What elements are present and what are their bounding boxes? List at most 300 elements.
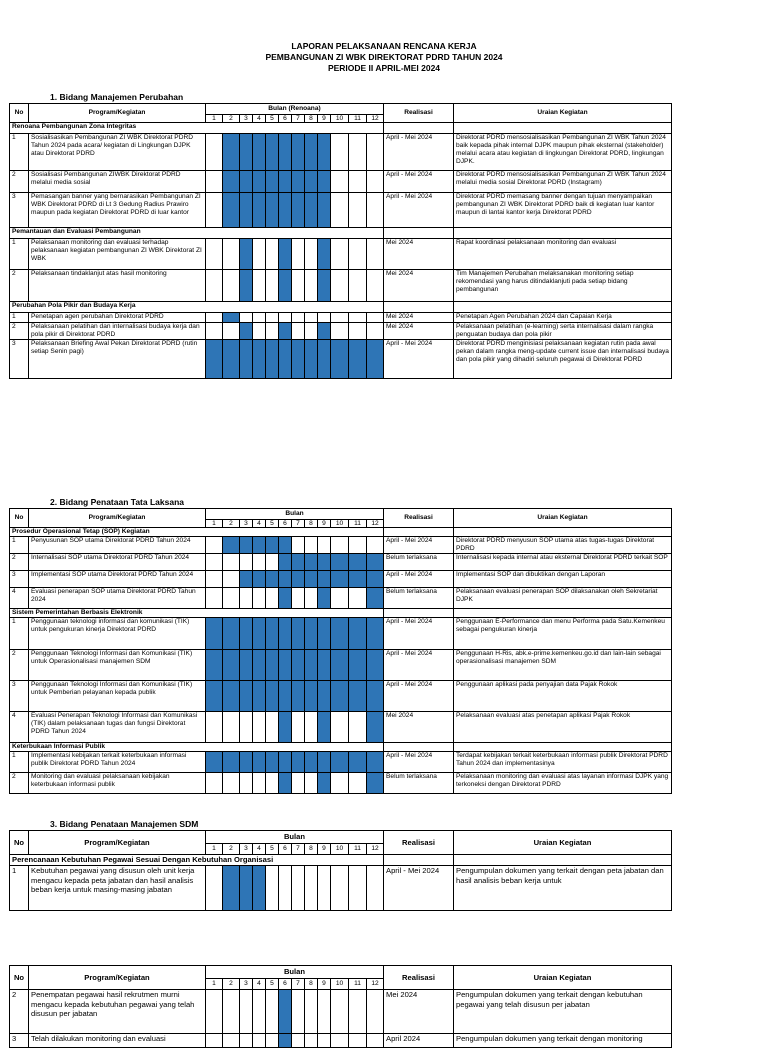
month-cell-filled [279, 323, 292, 340]
month-cell [206, 1034, 223, 1048]
month-cell [305, 313, 318, 323]
month-cell [331, 537, 349, 554]
header-realisasi: Realisasi [384, 104, 454, 123]
month-cell [223, 239, 240, 270]
month-cell [292, 537, 305, 554]
month-cell-filled [223, 134, 240, 171]
group-title: Pemantauan dan Evaluasi Pembangunan [10, 228, 384, 239]
month-header: 10 [331, 979, 349, 990]
month-cell [253, 239, 266, 270]
group-uraian-cell [454, 302, 672, 313]
month-cell [253, 270, 266, 302]
header-uraian: Uraian Kegiatan [454, 966, 672, 990]
row-no: 1 [10, 313, 29, 323]
group-uraian-cell [454, 123, 672, 134]
month-cell-filled [279, 681, 292, 712]
month-cell [349, 773, 367, 794]
row-no: 2 [10, 171, 29, 193]
month-cell [331, 1034, 349, 1048]
month-cell [331, 270, 349, 302]
row-no: 3 [10, 1034, 29, 1048]
group-row [10, 609, 672, 618]
group-uraian-cell [454, 528, 672, 537]
month-cell [240, 313, 253, 323]
month-cell-filled [292, 340, 305, 379]
month-cell [240, 1034, 253, 1048]
month-cell [305, 990, 318, 1034]
row-program: Penempatan pegawai hasil rekrutmen murni mengacu kepada kebutuhan pegawai yang telah disusun per jabatan [29, 990, 206, 1034]
month-header: 5 [266, 115, 279, 123]
month-cell [349, 193, 367, 228]
row-uraian: Pengumpulan dokumen yang terkait dengan kebutuhan pegawai yang telah disusun per jabatan [454, 990, 672, 1034]
month-cell-filled [240, 239, 253, 270]
month-cell [305, 1034, 318, 1048]
month-cell-filled [367, 773, 384, 794]
month-cell-filled [240, 193, 253, 228]
month-header: 11 [349, 979, 367, 990]
month-cell-filled [305, 554, 318, 571]
row-program: Pelaksanaan monitoring dan evaluasi terhadap pelaksanaan kegiatan pembangunan ZI WBK Direktorat ZI WBK [29, 239, 206, 270]
month-cell-filled [279, 537, 292, 554]
month-cell [266, 323, 279, 340]
month-cell-filled [240, 340, 253, 379]
month-cell-filled [240, 270, 253, 302]
group-uraian-cell [454, 855, 672, 866]
month-cell-filled [331, 340, 349, 379]
month-cell-filled [240, 537, 253, 554]
month-cell-filled [253, 340, 266, 379]
month-header: 6 [279, 979, 292, 990]
month-cell-filled [279, 193, 292, 228]
row-program: Pemasangan banner yang bernarasikan Pembangunan ZI WBK Direktorat PDRD di Lt 3 Gedung Radius Prawiro maupun pada kegiatan Direktorat PDRD di luar kantor [29, 193, 206, 228]
month-cell-filled [223, 681, 240, 712]
group-realisasi-cell [384, 528, 454, 537]
table-row [10, 681, 672, 712]
month-cell-filled [367, 650, 384, 681]
row-program: Penggunaan Teknologi Informasi dan Komunikasi (TIK) untuk Operasionalisasi manajemen SDM [29, 650, 206, 681]
table-row [10, 571, 672, 588]
month-cell [223, 270, 240, 302]
month-cell-filled [367, 571, 384, 588]
month-cell [318, 313, 331, 323]
table-row [10, 712, 672, 743]
header-no: No [10, 831, 29, 855]
month-cell [331, 134, 349, 171]
group-title: Perubahan Pola Pikir dan Budaya Kerja [10, 302, 384, 313]
month-cell-filled [266, 193, 279, 228]
month-cell-filled [318, 650, 331, 681]
row-uraian: Pelaksanaan monitoring dan evaluasi atas layanan informasi DJPK yang terkoneksi dengan Direktorat PDRD [454, 773, 672, 794]
month-header: 2 [223, 520, 240, 528]
month-cell-filled [367, 340, 384, 379]
month-cell-filled [206, 752, 223, 773]
month-cell-filled [253, 134, 266, 171]
row-no: 3 [10, 681, 29, 712]
month-cell-filled [318, 712, 331, 743]
month-cell [331, 323, 349, 340]
month-cell-filled [240, 752, 253, 773]
month-header: 4 [253, 979, 266, 990]
month-header: 11 [349, 844, 367, 855]
month-cell-filled [266, 618, 279, 650]
month-cell-filled [279, 752, 292, 773]
month-cell-filled [305, 681, 318, 712]
month-cell [318, 537, 331, 554]
month-cell [305, 588, 318, 609]
month-cell [266, 313, 279, 323]
month-header: 6 [279, 115, 292, 123]
group-title: Renoana Pembangunan Zona Integritas [10, 123, 384, 134]
month-cell [331, 712, 349, 743]
table-row [10, 1034, 672, 1048]
row-realisasi: Belum terlaksana [384, 554, 454, 571]
month-cell-filled [240, 681, 253, 712]
month-header: 8 [305, 115, 318, 123]
month-cell [305, 866, 318, 911]
month-header: 6 [279, 520, 292, 528]
month-cell [253, 712, 266, 743]
month-cell [349, 323, 367, 340]
month-header: 5 [266, 844, 279, 855]
month-cell-filled [223, 618, 240, 650]
row-uraian: Rapat koordinasi pelaksanaan monitoring dan evaluasi [454, 239, 672, 270]
table-row [10, 340, 672, 379]
workplan-table-2 [9, 508, 672, 794]
month-cell-filled [253, 681, 266, 712]
month-cell [223, 588, 240, 609]
row-program: Penggunaan teknologi informasi dan komunikasi (TIK) untuk pengukuran kinerja Direktorat PDRD [29, 618, 206, 650]
month-cell-filled [305, 752, 318, 773]
month-cell [292, 239, 305, 270]
table-row [10, 773, 672, 794]
month-cell-filled [279, 239, 292, 270]
month-header: 4 [253, 115, 266, 123]
month-cell-filled [292, 554, 305, 571]
month-header: 5 [266, 979, 279, 990]
row-program: Sosialisasi Pembangunan ZIWBK Direktorat PDRD melalui media sosial [29, 171, 206, 193]
month-cell [349, 1034, 367, 1048]
report-title-line2: PEMBANGUNAN ZI WBK DIREKTORAT PDRD TAHUN 2024 [265, 52, 503, 62]
month-header: 3 [240, 844, 253, 855]
month-header: 2 [223, 844, 240, 855]
month-cell [266, 773, 279, 794]
month-cell-filled [367, 588, 384, 609]
month-cell-filled [240, 134, 253, 171]
row-program: Penggunaan Teknologi Informasi dan Komunikasi (TIK) untuk Pemberian pelayanan kepada publik [29, 681, 206, 712]
month-cell [305, 537, 318, 554]
month-header: 8 [305, 844, 318, 855]
month-cell [266, 866, 279, 911]
section-title-2: 2. Bidang Penataan Tata Laksana [50, 497, 184, 507]
month-cell [331, 866, 349, 911]
header-program: Program/Kegiatan [29, 509, 206, 528]
month-cell-filled [240, 866, 253, 911]
row-uraian: Penggunaan E-Performance dan menu Performa pada Satu.Kemenkeu sebagai pengukuran kinerja [454, 618, 672, 650]
row-uraian: Pengumpulan dokumen yang terkait dengan peta jabatan dan hasil analisis beban kerja untuk [454, 866, 672, 911]
month-cell [292, 323, 305, 340]
row-realisasi: April - Mei 2024 [384, 571, 454, 588]
row-program: Implementasi SOP utama Direktorat PDRD Tahun 2024 [29, 571, 206, 588]
month-cell [253, 588, 266, 609]
row-program: Monitoring dan evaluasi pelaksanaan kebijakan keterbukaan informasi publik [29, 773, 206, 794]
month-cell [240, 712, 253, 743]
month-cell-filled [240, 650, 253, 681]
group-row [10, 228, 672, 239]
month-cell [253, 990, 266, 1034]
month-cell-filled [367, 618, 384, 650]
month-cell-filled [318, 773, 331, 794]
month-cell-filled [292, 752, 305, 773]
group-row [10, 123, 672, 134]
header-bulan: Bulan [206, 831, 384, 844]
month-cell-filled [318, 270, 331, 302]
header-uraian: Uraian Kegiatan [454, 104, 672, 123]
table-row [10, 554, 672, 571]
table-header-row [10, 831, 672, 844]
month-cell [305, 712, 318, 743]
month-cell [266, 270, 279, 302]
month-cell-filled [318, 618, 331, 650]
month-cell [305, 773, 318, 794]
month-cell [266, 990, 279, 1034]
month-cell-filled [279, 618, 292, 650]
month-cell [266, 554, 279, 571]
group-uraian-cell [454, 609, 672, 618]
month-cell [253, 323, 266, 340]
month-cell-filled [318, 134, 331, 171]
row-no: 3 [10, 571, 29, 588]
month-cell-filled [331, 618, 349, 650]
month-cell [253, 773, 266, 794]
row-no: 3 [10, 340, 29, 379]
month-cell [349, 134, 367, 171]
month-cell-filled [279, 571, 292, 588]
month-cell-filled [318, 340, 331, 379]
month-cell-filled [206, 681, 223, 712]
group-realisasi-cell [384, 123, 454, 134]
month-cell [223, 323, 240, 340]
table-row [10, 752, 672, 773]
month-cell [367, 171, 384, 193]
month-cell [266, 588, 279, 609]
month-cell [349, 588, 367, 609]
month-header: 10 [331, 115, 349, 123]
month-cell-filled [305, 571, 318, 588]
row-uraian: Terdapat kebijakan terkait keterbukaan informasi publik Direktorat PDRD Tahun 2024 dan implementasinya [454, 752, 672, 773]
month-cell-filled [253, 866, 266, 911]
month-cell [367, 313, 384, 323]
month-cell-filled [279, 650, 292, 681]
month-cell-filled [206, 340, 223, 379]
month-header: 4 [253, 844, 266, 855]
month-cell [292, 588, 305, 609]
month-cell-filled [223, 752, 240, 773]
month-cell [292, 313, 305, 323]
header-program: Program/Kegiatan [29, 966, 206, 990]
workplan-table-4 [9, 965, 672, 1048]
table-row [10, 171, 672, 193]
month-cell-filled [253, 571, 266, 588]
row-realisasi: April - Mei 2024 [384, 650, 454, 681]
month-header: 11 [349, 520, 367, 528]
group-realisasi-cell [384, 609, 454, 618]
month-cell-filled [349, 681, 367, 712]
month-cell-filled [331, 681, 349, 712]
row-realisasi: Mei 2024 [384, 323, 454, 340]
row-no: 2 [10, 323, 29, 340]
group-uraian-cell [454, 743, 672, 752]
month-cell-filled [253, 618, 266, 650]
header-program: Program/Kegiatan [29, 104, 206, 123]
month-cell-filled [292, 193, 305, 228]
row-no: 2 [10, 773, 29, 794]
month-cell-filled [318, 752, 331, 773]
month-cell-filled [266, 134, 279, 171]
row-no: 1 [10, 134, 29, 171]
month-cell [206, 193, 223, 228]
month-cell [331, 313, 349, 323]
table-row [10, 134, 672, 171]
month-header: 3 [240, 520, 253, 528]
month-cell [367, 323, 384, 340]
month-cell [367, 537, 384, 554]
row-program: Internalisasi SOP utama Direktorat PDRD Tahun 2024 [29, 554, 206, 571]
month-cell-filled [318, 323, 331, 340]
row-realisasi: April 2024 [384, 1034, 454, 1048]
month-cell-filled [279, 270, 292, 302]
row-realisasi: April - Mei 2024 [384, 171, 454, 193]
row-realisasi: April - Mei 2024 [384, 340, 454, 379]
table-row [10, 323, 672, 340]
month-cell-filled [318, 193, 331, 228]
month-cell [253, 313, 266, 323]
month-cell [331, 239, 349, 270]
month-header: 7 [292, 844, 305, 855]
month-header: 3 [240, 979, 253, 990]
row-program: Kebutuhan pegawai yang disusun oleh unit kerja mengacu kepada peta jabatan dan hasil analisis beban kerja untuk masing-masing jabatan [29, 866, 206, 911]
month-cell-filled [279, 340, 292, 379]
row-realisasi: April - Mei 2024 [384, 134, 454, 171]
month-cell-filled [240, 171, 253, 193]
row-uraian: Pengumpulan dokumen yang terkait dengan monitoring [454, 1034, 672, 1048]
month-cell [292, 1034, 305, 1048]
month-cell [279, 866, 292, 911]
month-cell-filled [318, 588, 331, 609]
group-uraian-cell [454, 228, 672, 239]
month-cell [223, 1034, 240, 1048]
month-header: 1 [206, 844, 223, 855]
row-realisasi: April - Mei 2024 [384, 681, 454, 712]
group-row [10, 743, 672, 752]
month-header: 3 [240, 115, 253, 123]
row-program: Penyusunan SOP utama Direktorat PDRD Tahun 2024 [29, 537, 206, 554]
group-realisasi-cell [384, 228, 454, 239]
month-cell [240, 554, 253, 571]
row-uraian: Implementasi SOP dan dibuktikan dengan Laporan [454, 571, 672, 588]
row-realisasi: April - Mei 2024 [384, 193, 454, 228]
month-cell [206, 239, 223, 270]
month-cell-filled [349, 554, 367, 571]
month-cell-filled [318, 171, 331, 193]
month-cell-filled [266, 571, 279, 588]
table-row [10, 990, 672, 1034]
month-cell [223, 554, 240, 571]
month-header: 4 [253, 520, 266, 528]
month-header: 2 [223, 115, 240, 123]
month-cell-filled [318, 571, 331, 588]
month-cell [253, 1034, 266, 1048]
month-header: 5 [266, 520, 279, 528]
row-no: 1 [10, 618, 29, 650]
row-uraian: Tim Manajemen Perubahan melaksanakan monitoring setiap rekomendasi yang harus ditindaklanjuti pada setiap bidang pembangunan [454, 270, 672, 302]
row-realisasi: Belum terlaksana [384, 773, 454, 794]
month-cell [206, 990, 223, 1034]
month-cell [367, 990, 384, 1034]
month-cell [318, 866, 331, 911]
month-cell-filled [223, 171, 240, 193]
row-uraian: Penetapan Agen Perubahan 2024 dan Capaian Kerja [454, 313, 672, 323]
month-cell-filled [305, 618, 318, 650]
row-no: 1 [10, 752, 29, 773]
row-program: Evaluasi penerapan SOP utama Direktorat PDRD Tahun 2024 [29, 588, 206, 609]
month-cell-filled [367, 752, 384, 773]
report-title-line1: LAPORAN PELAKSANAAN RENCANA KERJA [291, 41, 477, 51]
report-title [0, 41, 768, 74]
month-cell [349, 239, 367, 270]
header-uraian: Uraian Kegiatan [454, 831, 672, 855]
month-cell [331, 990, 349, 1034]
month-cell-filled [367, 554, 384, 571]
row-program: Pelaksanaan Briefing Awal Pekan Direktorat PDRD (rutin setiap Senin pagi) [29, 340, 206, 379]
month-cell [367, 1034, 384, 1048]
row-realisasi: Belum terlaksana [384, 588, 454, 609]
month-cell [266, 239, 279, 270]
month-header: 9 [318, 844, 331, 855]
month-cell [318, 990, 331, 1034]
month-cell-filled [305, 650, 318, 681]
month-cell [292, 712, 305, 743]
month-cell [279, 313, 292, 323]
month-cell-filled [331, 650, 349, 681]
table-row [10, 270, 672, 302]
row-no: 1 [10, 537, 29, 554]
month-cell-filled [279, 554, 292, 571]
row-uraian: Direktorat PDRD menginisiasi pelaksanaan kegiatan rutin pada awal pekan dalam rangka meng-update current issue dan internalisasi budaya dan pola pikir yang dihadiri seluruh pegawai di Direktorat PDRD [454, 340, 672, 379]
month-cell-filled [331, 554, 349, 571]
row-uraian: Direktorat PDRD mensosialisasikan Pembangunan ZI WBK Tahun 2024 baik kepada pihak internal DJPK maupun pihak eksternal (stakeholder) melalui acara atau kegiatan di lingkungan Direktorat PDRD, lingkungan DJPK. [454, 134, 672, 171]
month-cell [318, 1034, 331, 1048]
month-cell-filled [253, 752, 266, 773]
month-cell-filled [240, 323, 253, 340]
row-program: Telah dilakukan monitoring dan evaluasi [29, 1034, 206, 1048]
month-cell [223, 773, 240, 794]
month-cell [266, 712, 279, 743]
row-realisasi: April - Mei 2024 [384, 866, 454, 911]
month-cell [331, 171, 349, 193]
row-program: Implementasi kebijakan terkait keterbukaan informasi publik Direktorat PDRD Tahun 2024 [29, 752, 206, 773]
row-realisasi: Mei 2024 [384, 270, 454, 302]
row-uraian: Direktorat PDRD memasang banner dengan tujuan menyampaikan pembangunan ZI WBK Direktorat PDRD baik di kegiatan luar kantor maupun di lantai kantor kerja Direktorat PDRD [454, 193, 672, 228]
month-cell [367, 239, 384, 270]
month-cell [292, 990, 305, 1034]
row-realisasi: April - Mei 2024 [384, 752, 454, 773]
month-header: 12 [367, 520, 384, 528]
month-header: 1 [206, 520, 223, 528]
month-cell-filled [305, 193, 318, 228]
month-cell-filled [223, 537, 240, 554]
row-realisasi: Mei 2024 [384, 313, 454, 323]
table-row [10, 313, 672, 323]
